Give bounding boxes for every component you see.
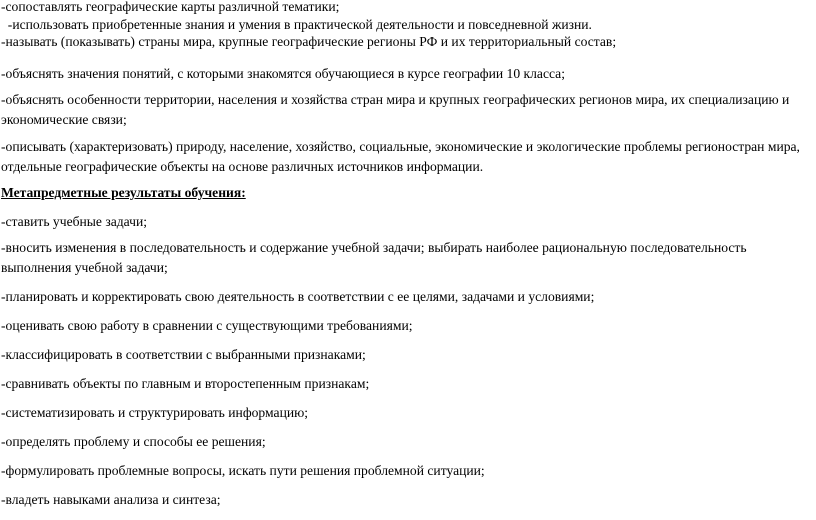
text-line-use-knowledge: -использовать приобретенные знания и умения в практической деятельности и повседневной жизни. [1, 17, 592, 32]
list-item-formulate-questions: -формулировать проблемные вопросы, искать пути решения проблемной ситуации; [1, 463, 485, 478]
paragraph-describe-nature: -описывать (характеризовать) природу, население, хозяйство, социальные, экономические и экологические проблемы регионостран мира, отдельные географические объекты на основе различных источников информации. [1, 139, 800, 174]
list-item-compare-objects: -сравнивать объекты по главным и второстепенным признакам; [1, 376, 370, 391]
section-heading-metasubject-results: Метапредметные результаты обучения: [1, 185, 246, 200]
list-item-classify: -классифицировать в соответствии с выбранными признаками; [1, 347, 366, 362]
list-item-systematize: -систематизировать и структурировать информацию; [1, 405, 309, 420]
list-item-evaluate-work: -оценивать свою работу в сравнении с существующими требованиями; [1, 318, 413, 333]
text-line-name-countries: -называть (показывать) страны мира, крупные географические регионы РФ и их территориальный состав; [1, 34, 617, 49]
list-item-plan-activity: -планировать и корректировать свою деятельность в соответствии с ее целями, задачами и условиями; [1, 289, 595, 304]
paragraph-explain-concepts: -объяснять значения понятий, с которыми знакомятся обучающиеся в курсе географии 10 класса; [1, 66, 565, 81]
list-item-define-problem: -определять проблему и способы ее решения; [1, 434, 266, 449]
list-item-change-sequence: -вносить изменения в последовательность и содержание учебной задачи; выбирать наиболее рациональную последовательность выполнения учебной задачи; [1, 240, 747, 275]
paragraph-explain-features: -объяснять особенности территории, населения и хозяйства стран мира и крупных географических регионов мира, их специализацию и экономические связи; [1, 92, 790, 127]
list-item-analysis-synthesis: -владеть навыками анализа и синтеза; [1, 492, 221, 507]
list-item-set-tasks: -ставить учебные задачи; [1, 214, 148, 229]
text-line-compare-maps: -сопоставлять географические карты различной тематики; [1, 0, 340, 14]
